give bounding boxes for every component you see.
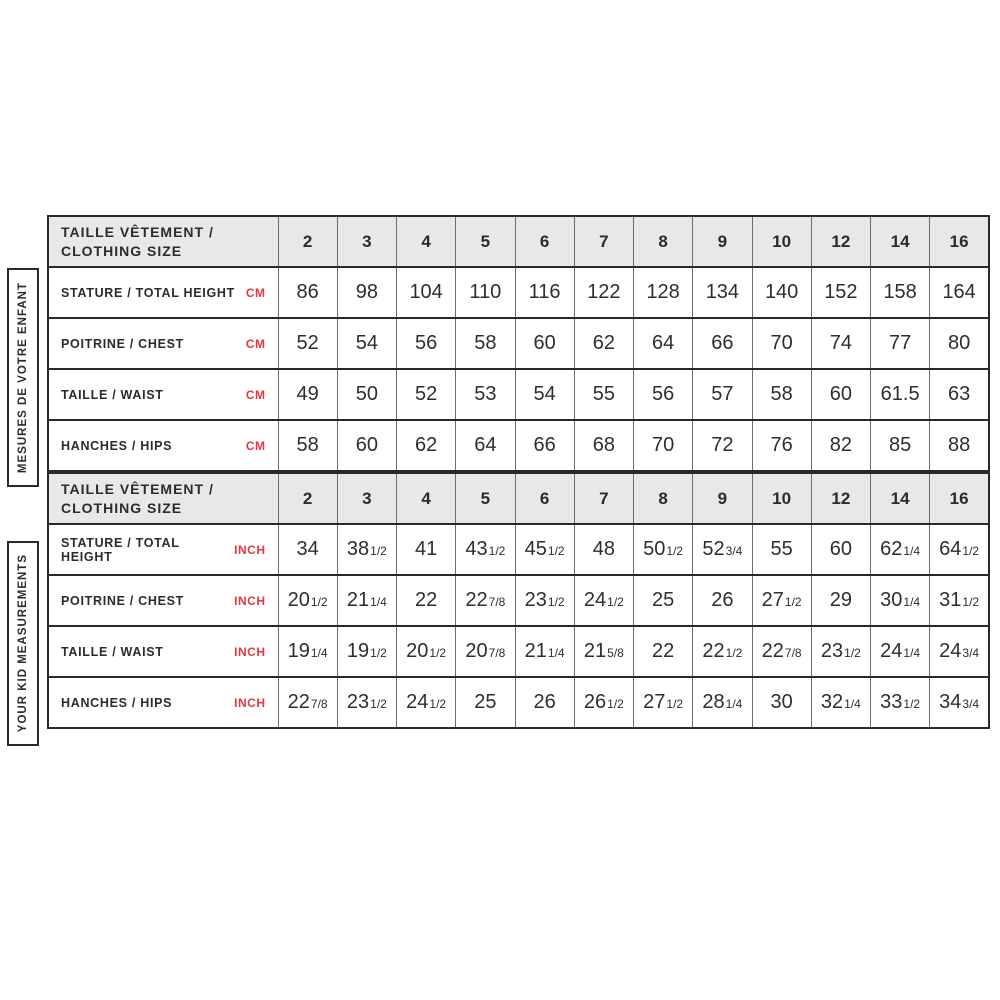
measurement-value: 271/2 xyxy=(634,677,693,728)
measurement-value: 201/2 xyxy=(278,575,337,626)
measurement-value: 34 xyxy=(278,524,337,575)
measurement-value: 52 xyxy=(397,369,456,420)
measurement-value: 311/2 xyxy=(930,575,989,626)
unit-label: INCH xyxy=(234,542,266,557)
fraction-text: 3/4 xyxy=(962,646,980,660)
measurement-value: 641/2 xyxy=(930,524,989,575)
size-column-header: 4 xyxy=(397,216,456,267)
measurement-value: 191/4 xyxy=(278,626,337,677)
size-column-header: 6 xyxy=(515,473,574,524)
side-label-box-inch xyxy=(7,541,39,746)
size-column-header: 5 xyxy=(456,216,515,267)
row-header-cell xyxy=(48,677,278,728)
size-column-header: 4 xyxy=(397,473,456,524)
row-header-inner xyxy=(49,696,278,710)
row-header-inner xyxy=(49,337,278,351)
fraction-text: 1/4 xyxy=(725,697,743,711)
fraction-text: 5/8 xyxy=(607,646,624,660)
measurement-value: 22 xyxy=(634,626,693,677)
measurement-value: 72 xyxy=(693,420,752,471)
measurement-value: 80 xyxy=(930,318,989,369)
fraction-text: 1/4 xyxy=(844,697,861,711)
size-column-header: 8 xyxy=(634,216,693,267)
fraction-text: 1/4 xyxy=(903,544,921,558)
measurement-value: 110 xyxy=(456,267,515,318)
measurement-value: 116 xyxy=(515,267,574,318)
measurement-value: 152 xyxy=(811,267,870,318)
size-column-header: 16 xyxy=(930,216,989,267)
measurement-value: 60 xyxy=(811,369,870,420)
size-column-header: 2 xyxy=(278,216,337,267)
measurement-value: 54 xyxy=(337,318,396,369)
measurement-value: 86 xyxy=(278,267,337,318)
clothing-size-header-label xyxy=(48,473,278,524)
measurement-value: 22 xyxy=(397,575,456,626)
header-label-line: CLOTHING SIZE xyxy=(61,499,183,516)
measurement-value: 26 xyxy=(693,575,752,626)
measurement-value: 98 xyxy=(337,267,396,318)
measurement-value: 241/4 xyxy=(871,626,930,677)
row-header-inner xyxy=(49,388,278,402)
measurement-value: 215/8 xyxy=(574,626,633,677)
measurement-value: 49 xyxy=(278,369,337,420)
fraction-text: 7/8 xyxy=(310,697,328,711)
size-column-header: 7 xyxy=(574,216,633,267)
measurement-label: POITRINE / CHEST xyxy=(61,336,185,351)
measurement-value: 231/2 xyxy=(337,677,396,728)
size-column-header: 8 xyxy=(634,473,693,524)
fraction-text: 1/2 xyxy=(429,646,447,660)
unit-label: CM xyxy=(245,438,266,453)
measurement-value: 164 xyxy=(930,267,989,318)
measurement-value: 63 xyxy=(930,369,989,420)
measurement-row xyxy=(48,524,989,575)
fraction-text: 3/4 xyxy=(725,544,743,558)
clothing-size-header-label xyxy=(48,216,278,267)
measurement-value: 523/4 xyxy=(693,524,752,575)
measurement-value: 231/2 xyxy=(811,626,870,677)
fraction-text: 1/2 xyxy=(844,646,861,660)
fraction-text: 1/4 xyxy=(370,595,387,609)
size-column-header: 5 xyxy=(456,473,515,524)
header-label-line: TAILLE VÊTEMENT / xyxy=(61,481,214,498)
unit-label: INCH xyxy=(234,695,266,710)
measurement-value: 52 xyxy=(278,318,337,369)
size-table-inch xyxy=(47,472,990,729)
fraction-text: 1/4 xyxy=(903,595,921,609)
measurement-label: STATURE / TOTAL HEIGHT xyxy=(61,535,180,564)
header-label-line: TAILLE VÊTEMENT / xyxy=(61,224,214,241)
measurement-value: 58 xyxy=(278,420,337,471)
fraction-text: 1/2 xyxy=(370,697,387,711)
measurement-value: 56 xyxy=(634,369,693,420)
measurement-value: 29 xyxy=(811,575,870,626)
measurement-value: 122 xyxy=(574,267,633,318)
measurement-row xyxy=(48,267,989,318)
measurement-value: 68 xyxy=(574,420,633,471)
row-header-cell xyxy=(48,626,278,677)
measurement-row xyxy=(48,318,989,369)
unit-label: INCH xyxy=(234,593,266,608)
measurement-value: 61.5 xyxy=(871,369,930,420)
size-column-header: 14 xyxy=(871,473,930,524)
size-column-header: 16 xyxy=(930,473,989,524)
row-header-cell xyxy=(48,369,278,420)
measurement-row xyxy=(48,369,989,420)
measurement-value: 221/2 xyxy=(693,626,752,677)
fraction-text: 1/2 xyxy=(429,697,447,711)
measurement-value: 227/8 xyxy=(752,626,811,677)
measurement-value: 211/4 xyxy=(515,626,574,677)
fraction-text: 1/2 xyxy=(370,544,387,558)
size-column-header: 7 xyxy=(574,473,633,524)
unit-label: CM xyxy=(245,336,266,351)
measurement-value: 621/4 xyxy=(871,524,930,575)
measurement-value: 62 xyxy=(397,420,456,471)
measurement-value: 140 xyxy=(752,267,811,318)
fraction-text: 1/4 xyxy=(903,646,921,660)
row-header-cell xyxy=(48,524,278,575)
measurement-value: 70 xyxy=(752,318,811,369)
measurement-value: 201/2 xyxy=(397,626,456,677)
fraction-text: 1/2 xyxy=(310,595,328,609)
measurement-value: 26 xyxy=(515,677,574,728)
fraction-text: 7/8 xyxy=(488,646,506,660)
measurement-row xyxy=(48,420,989,471)
measurement-value: 211/4 xyxy=(337,575,396,626)
fraction-text: 1/2 xyxy=(962,544,980,558)
clothing-size-header-row xyxy=(48,473,989,524)
measurement-label: TAILLE / WAIST xyxy=(61,644,164,659)
measurement-value: 241/2 xyxy=(574,575,633,626)
fraction-text: 1/2 xyxy=(666,544,684,558)
measurement-value: 60 xyxy=(811,524,870,575)
measurement-value: 64 xyxy=(456,420,515,471)
measurement-value: 56 xyxy=(397,318,456,369)
measurement-row xyxy=(48,575,989,626)
measurement-value: 66 xyxy=(693,318,752,369)
measurement-value: 231/2 xyxy=(515,575,574,626)
measurement-value: 104 xyxy=(397,267,456,318)
measurement-value: 50 xyxy=(337,369,396,420)
measurement-value: 60 xyxy=(337,420,396,471)
measurement-value: 343/4 xyxy=(930,677,989,728)
measurement-label: HANCHES / HIPS xyxy=(61,438,173,453)
fraction-text: 1/2 xyxy=(666,697,684,711)
measurement-row xyxy=(48,677,989,728)
header-label-line: CLOTHING SIZE xyxy=(61,242,183,259)
row-header-inner xyxy=(49,439,278,453)
measurement-value: 301/4 xyxy=(871,575,930,626)
fraction-text: 1/4 xyxy=(547,646,565,660)
measurement-value: 82 xyxy=(811,420,870,471)
measurement-value: 207/8 xyxy=(456,626,515,677)
measurement-value: 128 xyxy=(634,267,693,318)
measurement-value: 55 xyxy=(574,369,633,420)
measurement-value: 62 xyxy=(574,318,633,369)
clothing-size-header-row xyxy=(48,216,989,267)
measurement-value: 451/2 xyxy=(515,524,574,575)
measurement-row xyxy=(48,626,989,677)
measurement-value: 501/2 xyxy=(634,524,693,575)
measurement-value: 321/4 xyxy=(811,677,870,728)
row-header-inner xyxy=(49,286,278,300)
measurement-value: 227/8 xyxy=(278,677,337,728)
side-label-box-cm xyxy=(7,268,39,487)
fraction-text: 7/8 xyxy=(784,646,802,660)
size-column-header: 3 xyxy=(337,216,396,267)
measurement-value: 331/2 xyxy=(871,677,930,728)
fraction-text: 1/2 xyxy=(962,595,980,609)
measurement-value: 55 xyxy=(752,524,811,575)
size-column-header: 2 xyxy=(278,473,337,524)
measurement-value: 53 xyxy=(456,369,515,420)
fraction-text: 1/2 xyxy=(547,544,565,558)
measurement-value: 60 xyxy=(515,318,574,369)
unit-label: CM xyxy=(245,387,266,402)
row-header-inner xyxy=(49,594,278,608)
size-column-header: 10 xyxy=(752,473,811,524)
measurement-value: 134 xyxy=(693,267,752,318)
measurement-value: 243/4 xyxy=(930,626,989,677)
measurement-value: 281/4 xyxy=(693,677,752,728)
measurement-value: 261/2 xyxy=(574,677,633,728)
measurement-value: 74 xyxy=(811,318,870,369)
measurement-value: 25 xyxy=(456,677,515,728)
fraction-text: 3/4 xyxy=(962,697,980,711)
side-label-inch-text: YOUR KID MEASUREMENTS xyxy=(17,554,29,733)
measurement-value: 54 xyxy=(515,369,574,420)
fraction-text: 7/8 xyxy=(488,595,506,609)
measurement-value: 30 xyxy=(752,677,811,728)
measurement-value: 88 xyxy=(930,420,989,471)
measurement-value: 57 xyxy=(693,369,752,420)
measurement-value: 158 xyxy=(871,267,930,318)
measurement-value: 431/2 xyxy=(456,524,515,575)
row-header-cell xyxy=(48,420,278,471)
size-column-header: 3 xyxy=(337,473,396,524)
measurement-value: 77 xyxy=(871,318,930,369)
size-column-header: 6 xyxy=(515,216,574,267)
size-column-header: 9 xyxy=(693,473,752,524)
fraction-text: 1/2 xyxy=(607,697,624,711)
fraction-text: 1/2 xyxy=(725,646,743,660)
fraction-text: 1/2 xyxy=(488,544,506,558)
measurement-value: 271/2 xyxy=(752,575,811,626)
unit-label: INCH xyxy=(234,644,266,659)
measurement-label: HANCHES / HIPS xyxy=(61,695,173,710)
size-tables-container xyxy=(47,215,990,729)
measurement-value: 41 xyxy=(397,524,456,575)
row-header-inner xyxy=(49,536,278,564)
row-header-cell xyxy=(48,318,278,369)
measurement-value: 85 xyxy=(871,420,930,471)
fraction-text: 1/2 xyxy=(784,595,802,609)
measurement-value: 191/2 xyxy=(337,626,396,677)
row-header-inner xyxy=(49,645,278,659)
fraction-text: 1/2 xyxy=(903,697,921,711)
measurement-value: 25 xyxy=(634,575,693,626)
size-column-header: 14 xyxy=(871,216,930,267)
measurement-value: 64 xyxy=(634,318,693,369)
measurement-value: 381/2 xyxy=(337,524,396,575)
size-column-header: 10 xyxy=(752,216,811,267)
measurement-value: 227/8 xyxy=(456,575,515,626)
measurement-value: 58 xyxy=(752,369,811,420)
measurement-value: 66 xyxy=(515,420,574,471)
size-column-header: 12 xyxy=(811,216,870,267)
row-header-cell xyxy=(48,575,278,626)
size-column-header: 9 xyxy=(693,216,752,267)
fraction-text: 1/2 xyxy=(370,646,387,660)
measurement-label: STATURE / TOTAL HEIGHT xyxy=(61,285,235,300)
fraction-text: 1/2 xyxy=(547,595,565,609)
measurement-label: POITRINE / CHEST xyxy=(61,593,185,608)
measurement-value: 241/2 xyxy=(397,677,456,728)
fraction-text: 1/2 xyxy=(607,595,624,609)
measurement-value: 58 xyxy=(456,318,515,369)
measurement-value: 76 xyxy=(752,420,811,471)
side-label-cm-text: MESURES DE VOTRE ENFANT xyxy=(17,281,29,474)
size-column-header: 12 xyxy=(811,473,870,524)
unit-label: CM xyxy=(245,285,266,300)
measurement-label: TAILLE / WAIST xyxy=(61,387,164,402)
row-header-cell xyxy=(48,267,278,318)
fraction-text: 1/4 xyxy=(310,646,328,660)
measurement-value: 70 xyxy=(634,420,693,471)
size-table-cm xyxy=(47,215,990,472)
measurement-value: 48 xyxy=(574,524,633,575)
